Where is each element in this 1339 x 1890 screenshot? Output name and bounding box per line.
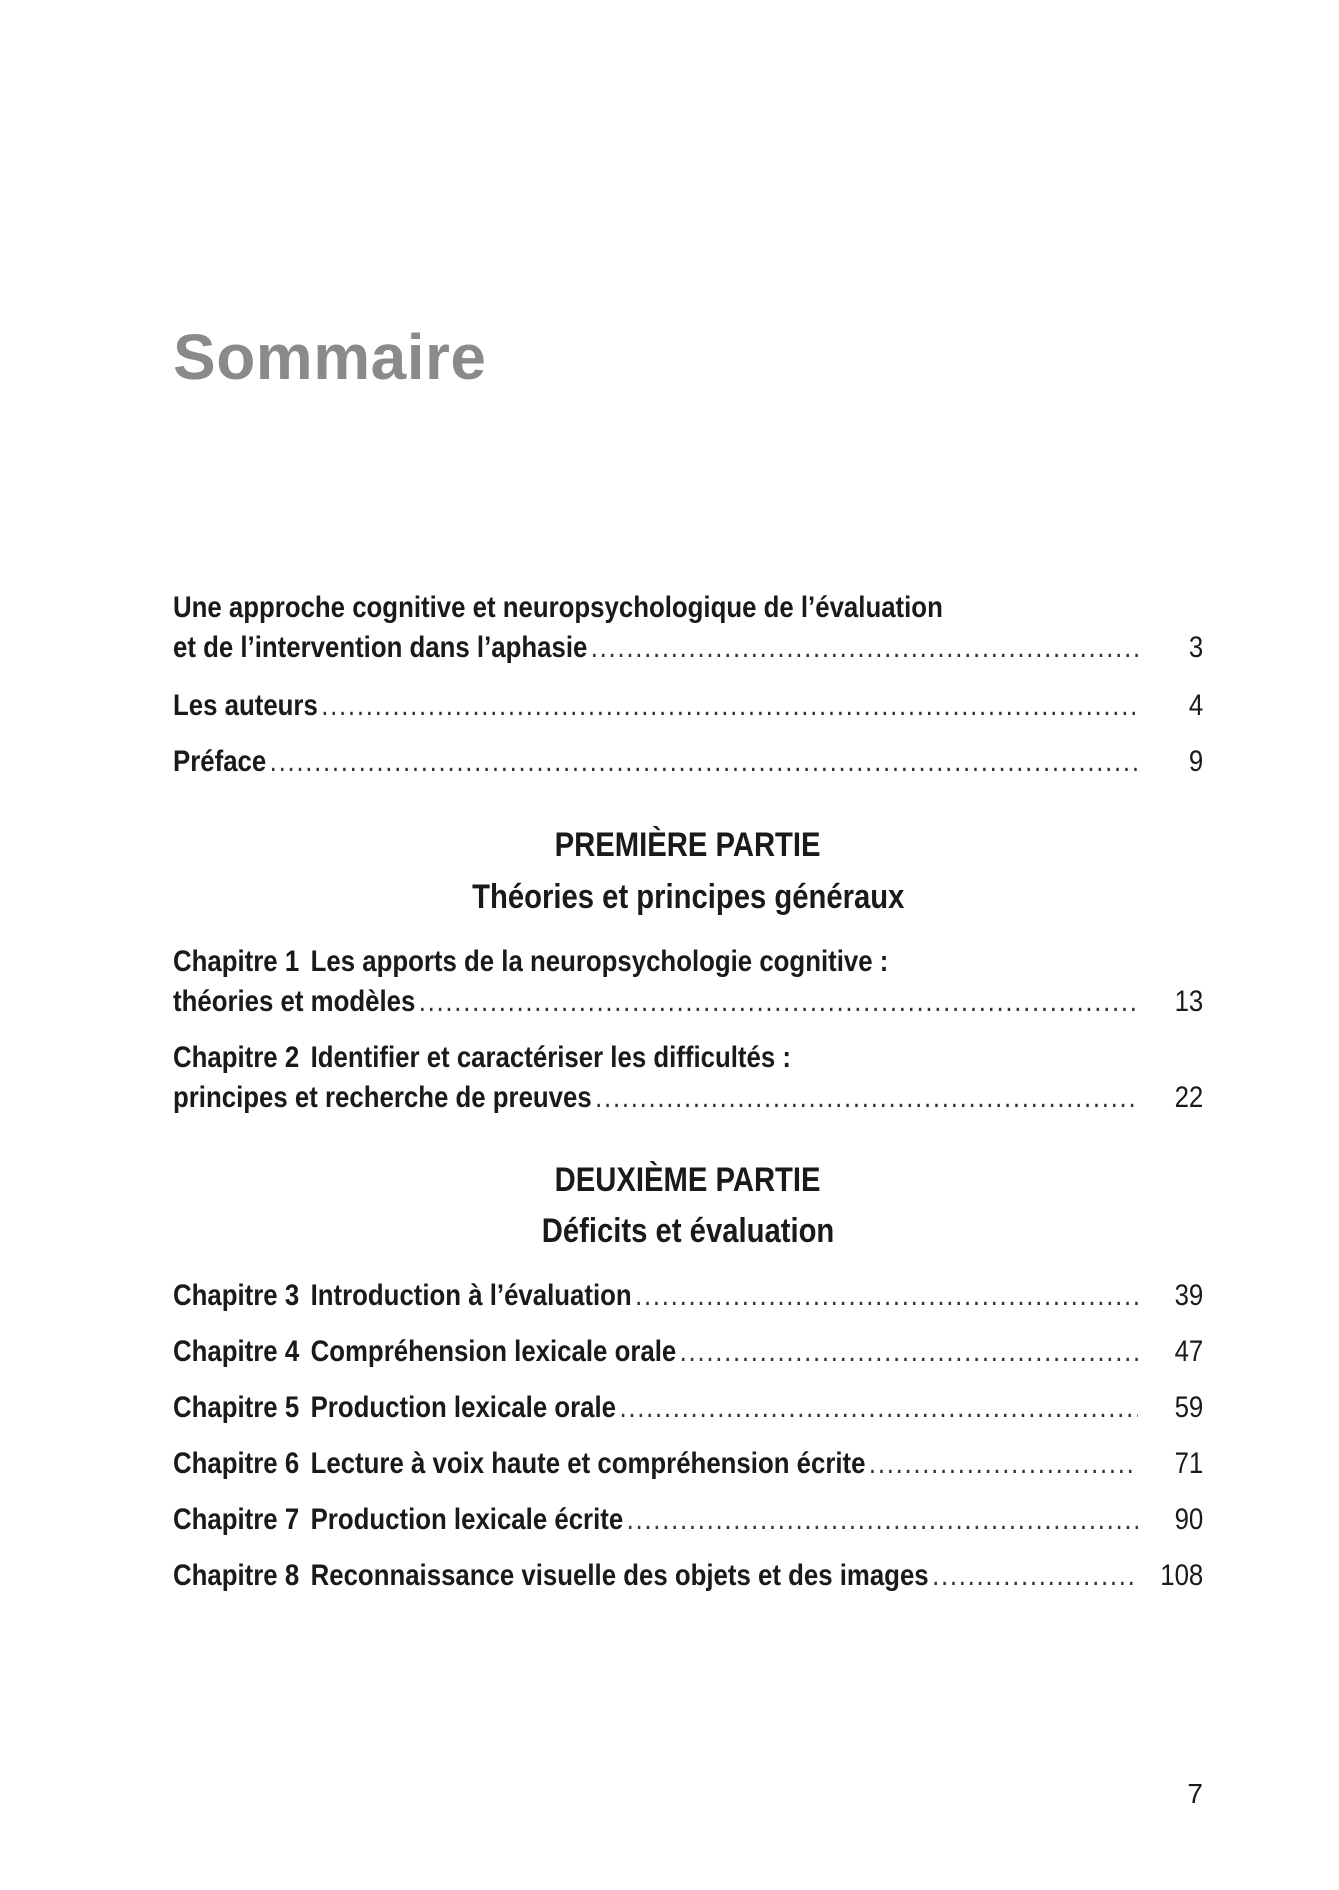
toc-entry-text: Lecture à voix haute et compréhension écrite [310, 1447, 866, 1480]
part-label: PREMIÈRE PARTIE [555, 826, 821, 864]
toc-entry-chapitre-5[interactable] [173, 1388, 1203, 1428]
toc-entry-text: Les apports de la neuropsychologie cognitive : [310, 945, 889, 978]
toc-entry-preface[interactable] [173, 742, 1203, 782]
leader-dots [635, 1276, 1138, 1316]
toc-entry-text: théories et modèles [173, 985, 416, 1018]
page-number: 9 [1188, 745, 1204, 778]
part-title: Déficits et évaluation [541, 1212, 835, 1250]
leader-dots [627, 1500, 1138, 1540]
toc-entry-text: Production lexicale orale [310, 1391, 617, 1424]
chapter-number: Chapitre 1 [173, 945, 300, 978]
leader-dots [270, 742, 1138, 782]
page-number: 108 [1160, 1559, 1204, 1592]
leader-dots [932, 1556, 1138, 1596]
toc-entry-text: Une approche cognitive et neuropsychologique de l’évaluation [173, 591, 943, 624]
page-number: 47 [1174, 1335, 1204, 1368]
toc-entry-approche[interactable] [173, 588, 1203, 668]
toc-entry-text: Identifier et caractériser les difficultés : [310, 1041, 791, 1074]
toc-entry-chapitre-4[interactable] [173, 1332, 1203, 1372]
toc-entry-chapitre-8[interactable] [173, 1556, 1203, 1596]
leader-dots [321, 686, 1138, 726]
page-number: 3 [1188, 631, 1204, 664]
toc-entry-chapitre-3[interactable] [173, 1276, 1203, 1316]
page-number: 71 [1174, 1447, 1204, 1480]
folio-page-number: 7 [1187, 1778, 1203, 1809]
toc-entry-text: Compréhension lexicale orale [310, 1335, 677, 1368]
toc-entry-text: Introduction à l’évaluation [310, 1279, 632, 1312]
page-number: 22 [1174, 1081, 1204, 1114]
toc-entry-chapitre-2[interactable] [173, 1038, 1203, 1118]
page-title: Sommaire [173, 321, 487, 393]
chapter-number: Chapitre 2 [173, 1041, 300, 1074]
page-number: 59 [1174, 1391, 1204, 1424]
leader-dots [591, 628, 1138, 668]
leader-dots [619, 1388, 1137, 1428]
part-title: Théories et principes généraux [471, 878, 905, 916]
page-number: 4 [1188, 689, 1204, 722]
leader-dots [680, 1332, 1138, 1372]
toc-entry-auteurs[interactable] [173, 686, 1203, 726]
leader-dots [419, 982, 1138, 1022]
chapter-number: Chapitre 8 [173, 1559, 300, 1592]
page-number: 90 [1174, 1503, 1204, 1536]
chapter-number: Chapitre 3 [173, 1279, 300, 1312]
toc-entry-chapitre-7[interactable] [173, 1500, 1203, 1540]
toc-entry-chapitre-6[interactable] [173, 1444, 1203, 1484]
chapter-number: Chapitre 7 [173, 1503, 300, 1536]
toc-entry-text: Reconnaissance visuelle des objets et des images [310, 1559, 929, 1592]
part-label: DEUXIÈME PARTIE [555, 1161, 821, 1199]
toc-entry-text: et de l’intervention dans l’aphasie [173, 631, 588, 664]
toc-entry-text: Préface [173, 745, 267, 778]
leader-dots [595, 1078, 1138, 1118]
toc-entry-text: Les auteurs [173, 689, 318, 722]
page-number: 13 [1174, 985, 1204, 1018]
leader-dots [869, 1444, 1138, 1484]
chapter-number: Chapitre 6 [173, 1447, 300, 1480]
chapter-number: Chapitre 4 [173, 1335, 300, 1368]
toc-entry-text: Production lexicale écrite [310, 1503, 624, 1536]
toc-entry-chapitre-1[interactable] [173, 942, 1203, 1022]
page-number: 39 [1174, 1279, 1204, 1312]
toc-entry-text: principes et recherche de preuves [173, 1081, 592, 1114]
chapter-number: Chapitre 5 [173, 1391, 300, 1424]
